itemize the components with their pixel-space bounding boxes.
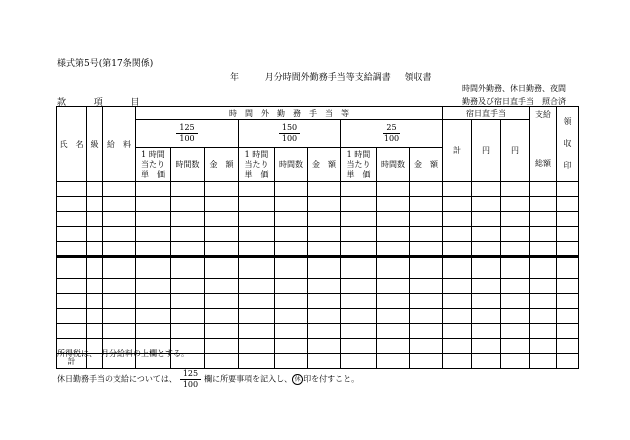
header-duty-total: 計	[443, 120, 472, 182]
table-cell[interactable]	[136, 197, 171, 212]
table-cell[interactable]	[377, 257, 410, 279]
table-cell[interactable]	[443, 182, 472, 197]
table-cell[interactable]	[87, 324, 103, 339]
table-cell[interactable]	[443, 257, 472, 279]
holiday-circle-mark: 休	[292, 374, 303, 385]
table-cell[interactable]	[205, 309, 239, 324]
table-cell[interactable]	[308, 354, 341, 369]
table-row	[57, 309, 579, 324]
verification-note-line2: 勤務及び宿日直手当 照合済	[462, 97, 566, 106]
table-cell[interactable]	[239, 197, 275, 212]
table-cell[interactable]	[341, 324, 377, 339]
header-grade: 級	[87, 107, 103, 182]
table-cell[interactable]	[377, 242, 410, 257]
table-cell[interactable]	[557, 339, 579, 354]
rate-150-num: 150	[279, 123, 300, 134]
table-cell[interactable]	[557, 212, 579, 227]
table-cell[interactable]	[557, 309, 579, 324]
rate-25-num: 25	[383, 123, 399, 134]
table-cell[interactable]	[443, 309, 472, 324]
table-cell[interactable]	[136, 227, 171, 242]
table-cell[interactable]	[239, 339, 275, 354]
table-cell[interactable]	[377, 279, 410, 294]
table-cell[interactable]	[472, 309, 501, 324]
table-cell[interactable]	[308, 257, 341, 279]
table-cell[interactable]	[501, 294, 530, 309]
table-cell[interactable]	[205, 227, 239, 242]
table-cell[interactable]	[239, 242, 275, 257]
table-cell[interactable]	[557, 354, 579, 369]
table-cell[interactable]	[171, 227, 205, 242]
table-cell[interactable]	[472, 354, 501, 369]
hours-25: 時間数	[377, 148, 410, 182]
title-year: 年	[230, 73, 240, 83]
table-cell[interactable]	[275, 309, 308, 324]
table-cell[interactable]	[341, 309, 377, 324]
table-cell[interactable]	[530, 182, 557, 197]
table-cell[interactable]	[501, 197, 530, 212]
table-cell[interactable]	[136, 242, 171, 257]
table-cell[interactable]	[136, 257, 171, 279]
table-cell[interactable]	[171, 212, 205, 227]
table-cell[interactable]	[57, 197, 87, 212]
table-cell[interactable]	[308, 339, 341, 354]
table-cell[interactable]	[239, 212, 275, 227]
table-cell[interactable]	[472, 182, 501, 197]
table-cell[interactable]	[103, 279, 136, 294]
table-cell[interactable]	[341, 242, 377, 257]
table-cell[interactable]	[472, 294, 501, 309]
table-cell[interactable]	[103, 242, 136, 257]
table-cell[interactable]	[443, 294, 472, 309]
verification-note-line1: 時間外勤務、休日勤務、夜間	[462, 84, 566, 93]
rate-125	[136, 120, 239, 148]
table-cell[interactable]	[275, 242, 308, 257]
table-cell[interactable]	[410, 182, 443, 197]
table-cell[interactable]	[377, 324, 410, 339]
rate-125-den: 100	[179, 134, 195, 143]
table-body	[57, 182, 579, 369]
table-cell[interactable]	[103, 182, 136, 197]
table-cell[interactable]	[472, 212, 501, 227]
table-cell[interactable]	[557, 324, 579, 339]
table-cell[interactable]	[275, 257, 308, 279]
payment-table	[56, 106, 579, 369]
table-cell[interactable]	[205, 354, 239, 369]
table-cell[interactable]	[410, 309, 443, 324]
table-cell[interactable]	[377, 182, 410, 197]
table-cell[interactable]	[410, 324, 443, 339]
table-cell[interactable]	[171, 197, 205, 212]
table-cell[interactable]	[557, 294, 579, 309]
table-cell[interactable]	[530, 354, 557, 369]
table-row	[57, 227, 579, 242]
table-cell[interactable]	[377, 212, 410, 227]
table-cell[interactable]	[410, 294, 443, 309]
unit-price-150: 1 時間 当たり 単 価	[239, 148, 275, 182]
table-row	[57, 257, 579, 279]
table-cell[interactable]	[501, 279, 530, 294]
verification-note	[462, 82, 566, 108]
table-cell[interactable]	[275, 279, 308, 294]
table-cell[interactable]	[87, 212, 103, 227]
table-cell[interactable]	[308, 197, 341, 212]
table-cell[interactable]	[87, 294, 103, 309]
table-cell[interactable]	[443, 339, 472, 354]
table-cell[interactable]	[501, 242, 530, 257]
header-name: 氏 名	[57, 107, 87, 182]
table-cell[interactable]	[557, 227, 579, 242]
header-duty-yen2: 円	[501, 120, 530, 182]
unit-price-25: 1 時間 当たり 単 価	[341, 148, 377, 182]
table-cell[interactable]	[171, 242, 205, 257]
table-cell[interactable]	[410, 257, 443, 279]
table-cell[interactable]	[308, 182, 341, 197]
table-cell[interactable]	[410, 197, 443, 212]
table-cell[interactable]	[275, 339, 308, 354]
table-cell[interactable]	[103, 212, 136, 227]
table-cell[interactable]	[443, 324, 472, 339]
rate-125-num: 125	[176, 123, 197, 134]
header-overtime-group: 時 間 外 勤 務 手 当 等	[136, 107, 443, 120]
table-cell[interactable]	[103, 294, 136, 309]
table-cell[interactable]	[136, 212, 171, 227]
table-cell[interactable]	[377, 294, 410, 309]
table-cell[interactable]	[275, 294, 308, 309]
table-cell[interactable]	[530, 242, 557, 257]
table-cell[interactable]	[205, 212, 239, 227]
table-cell[interactable]	[57, 227, 87, 242]
header-duty-yen1: 円	[472, 120, 501, 182]
rate-150	[239, 120, 341, 148]
table-cell[interactable]	[341, 182, 377, 197]
table-cell[interactable]	[275, 324, 308, 339]
unit-price-125: 1 時間 当たり 単 価	[136, 148, 171, 182]
table-cell[interactable]	[410, 279, 443, 294]
table-cell[interactable]	[171, 294, 205, 309]
table-cell[interactable]	[136, 309, 171, 324]
table-row	[57, 294, 579, 309]
table-cell[interactable]	[308, 212, 341, 227]
table-cell[interactable]	[410, 354, 443, 369]
hours-150: 時間数	[275, 148, 308, 182]
table-cell[interactable]	[557, 182, 579, 197]
table-cell[interactable]	[87, 279, 103, 294]
table-cell[interactable]	[205, 294, 239, 309]
table-cell[interactable]	[275, 197, 308, 212]
table-cell[interactable]	[205, 324, 239, 339]
table-cell[interactable]	[501, 354, 530, 369]
receipt-char-1: 領	[563, 117, 572, 126]
table-cell[interactable]	[557, 279, 579, 294]
table-cell[interactable]	[205, 279, 239, 294]
table-cell[interactable]	[341, 294, 377, 309]
table-cell[interactable]	[171, 279, 205, 294]
hours-125: 時間数	[171, 148, 205, 182]
table-cell[interactable]	[136, 279, 171, 294]
account-label-kou: 項	[93, 98, 103, 108]
table-cell[interactable]	[341, 197, 377, 212]
table-cell[interactable]	[239, 309, 275, 324]
table-cell[interactable]	[530, 257, 557, 279]
table-cell[interactable]	[57, 309, 87, 324]
form-number: 様式第5号(第17条関係)	[57, 59, 154, 69]
table-cell[interactable]	[87, 227, 103, 242]
table-cell[interactable]	[557, 197, 579, 212]
table-cell[interactable]	[472, 324, 501, 339]
table-cell[interactable]	[308, 279, 341, 294]
table-cell[interactable]	[443, 279, 472, 294]
rate-25-den: 100	[383, 134, 400, 143]
table-row	[57, 324, 579, 339]
header-payment-label: 支給	[535, 110, 551, 119]
table-cell[interactable]	[171, 309, 205, 324]
table-cell[interactable]	[341, 279, 377, 294]
table-cell[interactable]	[530, 294, 557, 309]
table-cell[interactable]	[472, 242, 501, 257]
rate-25	[341, 120, 443, 148]
table-cell[interactable]	[443, 354, 472, 369]
table-cell[interactable]	[377, 227, 410, 242]
table-cell[interactable]	[239, 257, 275, 279]
table-cell[interactable]	[530, 197, 557, 212]
note2-after: 印を付すこと。	[303, 374, 360, 384]
table-cell[interactable]	[341, 212, 377, 227]
total-row-label: 計	[57, 354, 87, 369]
table-cell[interactable]	[377, 309, 410, 324]
table-cell[interactable]	[341, 257, 377, 279]
table-cell[interactable]	[205, 197, 239, 212]
document-title	[230, 70, 432, 83]
table-cell[interactable]	[103, 257, 136, 279]
table-cell[interactable]	[557, 242, 579, 257]
table-cell[interactable]	[87, 182, 103, 197]
note2-middle: 欄に所要事項を記入し、	[204, 374, 293, 384]
table-cell[interactable]	[377, 354, 410, 369]
table-cell[interactable]	[57, 257, 87, 279]
table-cell[interactable]	[136, 182, 171, 197]
table-cell[interactable]	[239, 182, 275, 197]
table-cell[interactable]	[501, 182, 530, 197]
table-cell[interactable]	[530, 309, 557, 324]
table-cell[interactable]	[275, 354, 308, 369]
table-cell[interactable]	[57, 324, 87, 339]
table-cell[interactable]	[377, 197, 410, 212]
table-cell[interactable]	[341, 339, 377, 354]
table-cell[interactable]	[501, 212, 530, 227]
receipt-char-3: 印	[563, 161, 572, 170]
account-label-kan: 款	[57, 98, 67, 108]
table-cell[interactable]	[410, 212, 443, 227]
table-cell[interactable]	[443, 212, 472, 227]
table-cell[interactable]	[501, 309, 530, 324]
table-cell[interactable]	[57, 294, 87, 309]
table-cell[interactable]	[530, 279, 557, 294]
table-cell[interactable]	[501, 227, 530, 242]
table-cell[interactable]	[87, 257, 103, 279]
table-cell[interactable]	[275, 227, 308, 242]
table-cell[interactable]	[308, 309, 341, 324]
table-cell[interactable]	[57, 212, 87, 227]
table-cell[interactable]	[239, 227, 275, 242]
table-cell[interactable]	[87, 197, 103, 212]
note2-frac-num: 125	[180, 369, 201, 380]
table-cell[interactable]	[87, 242, 103, 257]
table-cell[interactable]	[377, 339, 410, 354]
table-cell[interactable]	[275, 182, 308, 197]
table-cell[interactable]	[136, 324, 171, 339]
table-row	[57, 242, 579, 257]
account-label-moku: 目	[130, 98, 140, 108]
table-cell[interactable]	[57, 242, 87, 257]
table-cell[interactable]	[308, 324, 341, 339]
table-cell[interactable]	[501, 257, 530, 279]
table-cell[interactable]	[530, 324, 557, 339]
table-cell[interactable]	[308, 294, 341, 309]
title-receipt: 領収書	[404, 73, 432, 83]
header-payment-total: 総額	[535, 159, 551, 168]
table-row	[57, 212, 579, 227]
note2-frac-den: 100	[182, 380, 199, 389]
table-cell[interactable]	[530, 339, 557, 354]
table-cell[interactable]	[472, 279, 501, 294]
table-cell[interactable]	[410, 242, 443, 257]
note2-before: 休日勤務手当の支給については、	[57, 374, 177, 384]
table-cell[interactable]	[136, 294, 171, 309]
table-cell[interactable]	[103, 309, 136, 324]
table-cell[interactable]	[171, 257, 205, 279]
table-cell[interactable]	[57, 279, 87, 294]
table-cell[interactable]	[443, 197, 472, 212]
table-cell[interactable]	[410, 227, 443, 242]
note-income-tax: 所得税は、 月分給料の上欄とする。	[57, 349, 189, 358]
table-cell[interactable]	[501, 324, 530, 339]
table-cell[interactable]	[501, 339, 530, 354]
table-cell[interactable]	[239, 324, 275, 339]
table-cell[interactable]	[410, 339, 443, 354]
table-cell[interactable]	[275, 212, 308, 227]
table-row	[57, 182, 579, 197]
table-cell[interactable]	[239, 354, 275, 369]
table-cell[interactable]	[308, 227, 341, 242]
table-cell[interactable]	[472, 227, 501, 242]
table-row	[57, 279, 579, 294]
amount-150: 金 額	[308, 148, 341, 182]
rate-150-den: 100	[281, 134, 298, 143]
table-cell[interactable]	[557, 257, 579, 279]
table-cell[interactable]	[103, 197, 136, 212]
table-cell[interactable]	[472, 257, 501, 279]
table-cell[interactable]	[443, 242, 472, 257]
table-cell[interactable]	[103, 227, 136, 242]
table-cell[interactable]	[57, 182, 87, 197]
amount-125: 金 額	[205, 148, 239, 182]
header-receipt-seal	[557, 107, 579, 182]
table-cell[interactable]	[205, 257, 239, 279]
receipt-char-2: 収	[563, 139, 572, 148]
note-holiday-work	[57, 369, 359, 390]
table-row	[57, 197, 579, 212]
table-cell[interactable]	[239, 279, 275, 294]
table-cell[interactable]	[87, 309, 103, 324]
title-main: 月分時間外勤務手当等支給調書	[264, 73, 391, 83]
table-cell[interactable]	[472, 339, 501, 354]
table-cell[interactable]	[205, 182, 239, 197]
table-cell[interactable]	[171, 324, 205, 339]
table-cell[interactable]	[341, 354, 377, 369]
table-cell[interactable]	[530, 212, 557, 227]
header-duty-group: 宿日直手当	[443, 107, 530, 120]
table-cell[interactable]	[171, 182, 205, 197]
table-cell[interactable]	[205, 339, 239, 354]
table-cell[interactable]	[308, 242, 341, 257]
table-cell[interactable]	[341, 227, 377, 242]
table-cell[interactable]	[205, 242, 239, 257]
table-cell[interactable]	[443, 227, 472, 242]
table-cell[interactable]	[472, 197, 501, 212]
table-cell[interactable]	[530, 227, 557, 242]
table-cell[interactable]	[239, 294, 275, 309]
header-salary: 給 料	[103, 107, 136, 182]
table-cell[interactable]	[103, 324, 136, 339]
header-payment	[530, 107, 557, 182]
amount-25: 金 額	[410, 148, 443, 182]
